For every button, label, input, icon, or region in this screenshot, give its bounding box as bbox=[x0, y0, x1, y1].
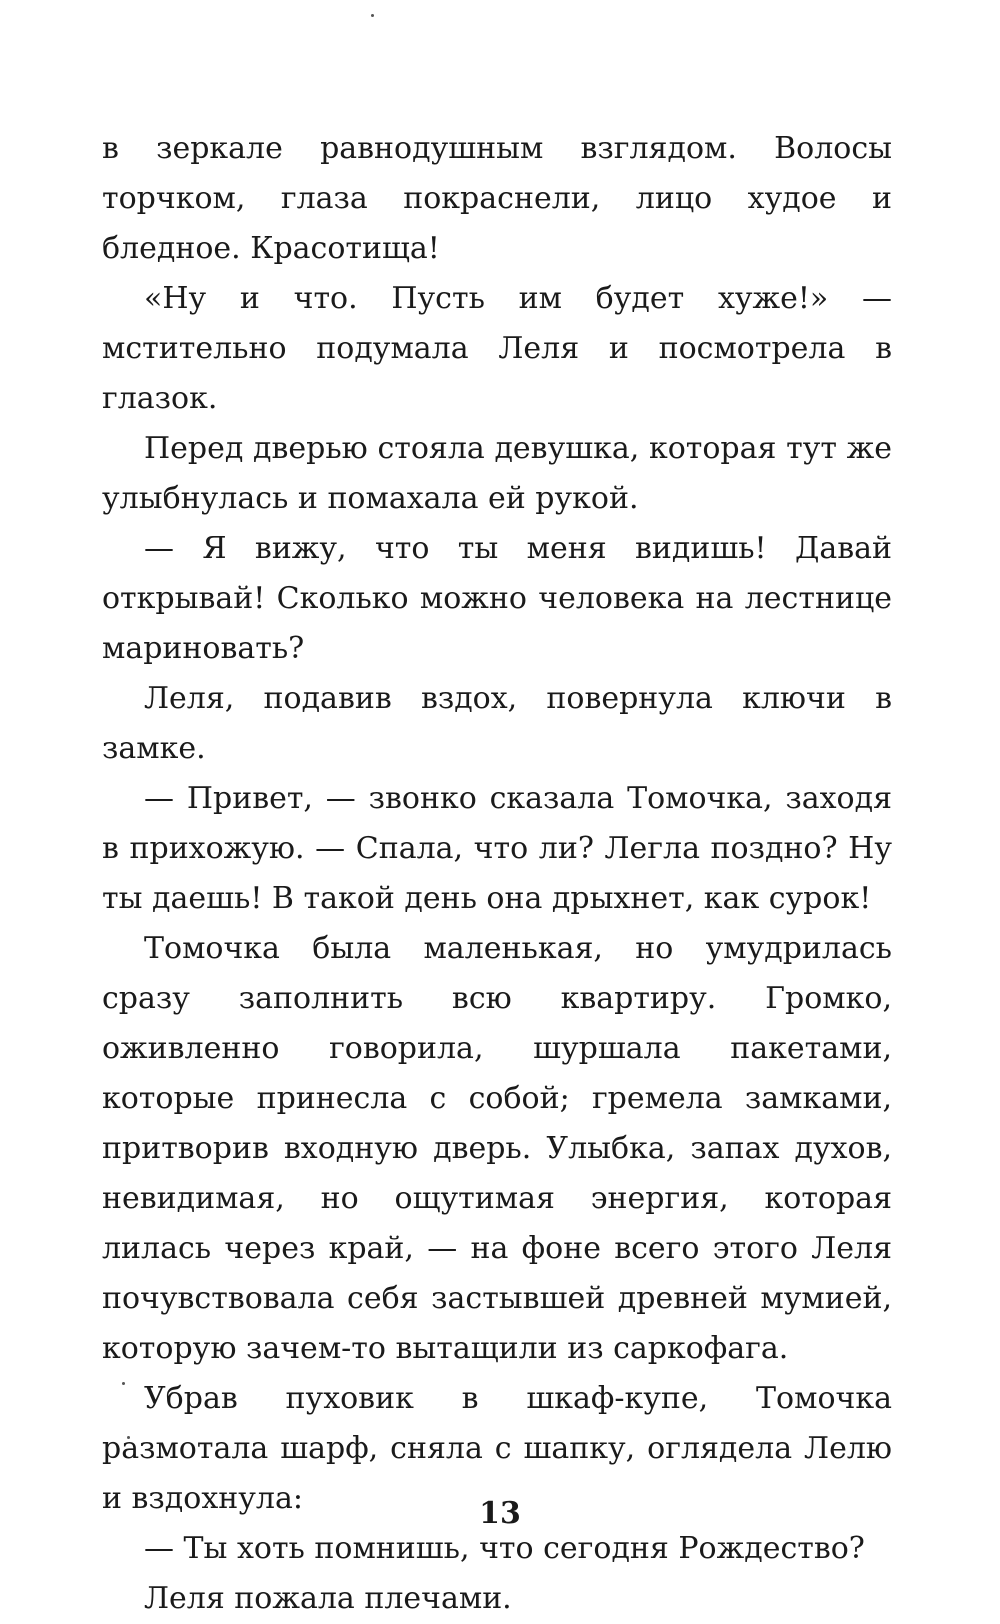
paragraph: — Привет, — звонко сказала Томочка, заходя в прихожую. — Спала, что ли? Легла поздно? Ну ты даешь! В такой день она дрыхнет, как сурок! bbox=[102, 781, 892, 916]
paragraph: Перед дверью стояла девушка, которая тут же улыбнулась и помахала ей рукой. bbox=[102, 431, 892, 516]
paragraph: Леля, подавив вздох, повернула ключи в замке. bbox=[102, 681, 892, 766]
paragraph: Леля пожала плечами. bbox=[144, 1581, 512, 1616]
paragraph: «Ну и что. Пусть им будет хуже!» — мстительно подумала Леля и посмотрела в глазок. bbox=[102, 281, 892, 416]
paragraph: Томочка была маленькая, но умудрилась сразу заполнить всю квартиру. Громко, оживленно говорила, шуршала пакетами, которые принесла с собой; гремела замками, притворив входную дверь. Улыбка, запах духов, невидимая, но ощутимая энергия, которая лилась через край, — на фоне всего этого Леля почувствовала себя застывшей древней мумией, которую зачем-то вытащили из саркофага. bbox=[102, 931, 892, 1366]
paragraph: Убрав пуховик в шкаф-купе, Томочка размотала шарф, сняла с шапку, оглядела Лелю и вздохнула: bbox=[102, 1381, 892, 1516]
page-number: 13 bbox=[479, 1496, 521, 1531]
paragraph: — Я вижу, что ты меня видишь! Давай открывай! Сколько можно человека на лестнице мариновать? bbox=[102, 531, 892, 666]
paragraph: в зеркале равнодушным взглядом. Волосы торчком, глаза покраснели, лицо худое и бледное. Красотища! bbox=[102, 131, 892, 266]
body-text bbox=[102, 124, 892, 1624]
print-speck bbox=[371, 14, 374, 17]
paragraph: — Ты хоть помнишь, что сегодня Рождество? bbox=[144, 1531, 865, 1566]
